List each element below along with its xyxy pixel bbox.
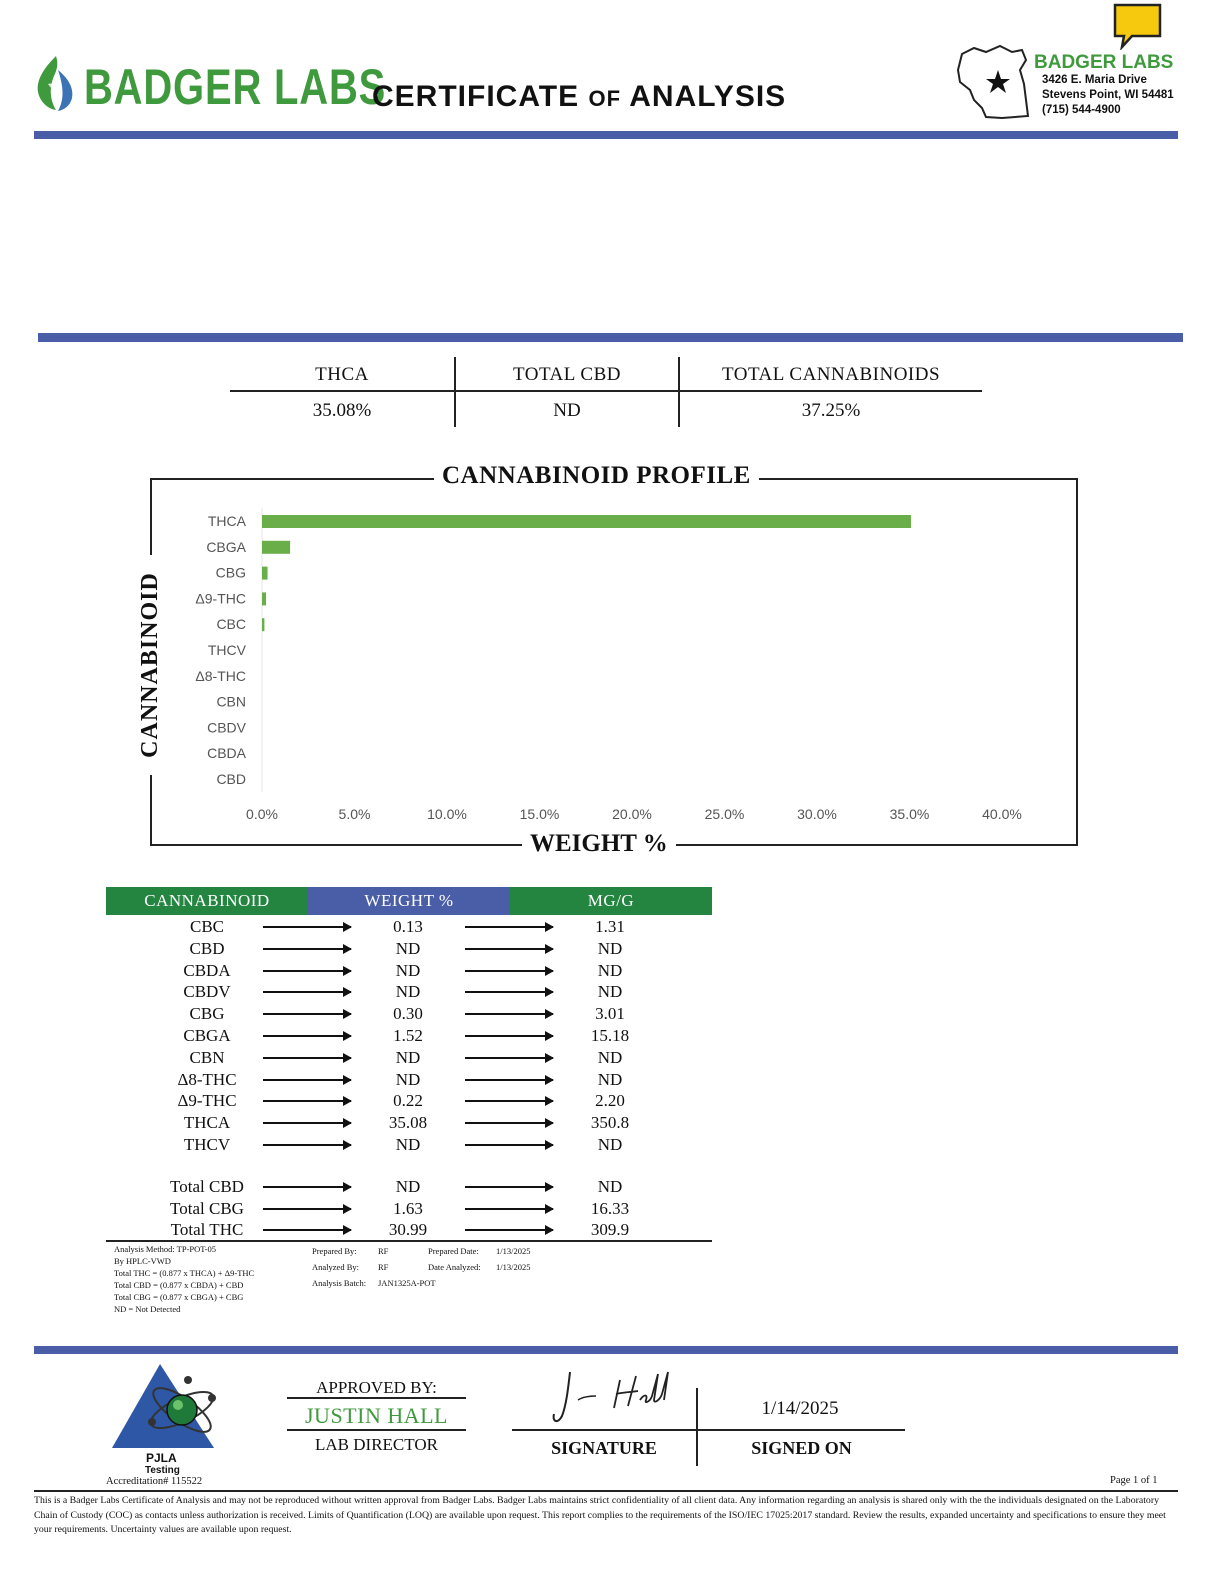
arrow-icon <box>263 1144 351 1146</box>
arrow-icon <box>263 1035 351 1037</box>
mg-per-g-value: ND <box>597 1135 623 1154</box>
prepared-by: RF <box>378 1246 389 1256</box>
weight-value: 0.22 <box>393 1091 423 1111</box>
method-note: Total THC = (0.877 x THCA) + Δ9-THC <box>114 1268 255 1278</box>
page-number: Page 1 of 1 <box>1110 1475 1158 1486</box>
mg-per-g-value: ND <box>597 982 623 1002</box>
table-bottom-rule <box>106 1240 712 1242</box>
chart-x-tick-label: 25.0% <box>704 806 745 822</box>
table-row <box>106 1025 712 1047</box>
arrow-icon <box>263 970 351 972</box>
arrow-icon <box>263 926 351 928</box>
weight-value: 1.63 <box>393 1198 423 1218</box>
arrow-icon <box>263 1122 351 1124</box>
arrow-icon <box>263 1208 351 1210</box>
signature-label: SIGNATURE <box>551 1438 657 1458</box>
analyzed-by: RF <box>378 1262 389 1272</box>
method-note: Total CBG = (0.877 x CBGA) + CBG <box>114 1292 244 1302</box>
lab-name: BADGER LABS <box>1034 52 1174 73</box>
table-header-mg-g: MG/G <box>510 887 712 915</box>
chart-x-axis-label: WEIGHT % <box>522 830 676 858</box>
summary-header-total-cannabinoids: TOTAL CANNABINOIDS <box>721 364 941 385</box>
mg-per-g-value: 2.20 <box>595 1091 625 1111</box>
chart-x-tick-label: 30.0% <box>797 806 837 822</box>
arrow-icon <box>465 1208 553 1210</box>
weight-value: 0.30 <box>393 1004 423 1024</box>
chart-category-label: CBN <box>216 693 246 710</box>
document-title: CERTIFICATE OF ANALYSIS <box>372 80 787 113</box>
disclaimer-text: This is a Badger Labs Certificate of Analysis and may not be reproduced without written approval from Badger Labs. Badger Labs maintains strict confidentiality of all client data. Any information regarding an analysis is shared only with the the individuals designated on the Laboratory Chain of Custody (COC) as contacts unless authorization is received. Limits of Quantification (LOQ) are available upon request. This report complies to the requirements of the ISO/IEC 17025:2017 standard. Review the results, expanded uncertainty and specifications to ensure they meet your requirements. Uncertainty values are available upon request. <box>34 1495 1166 1535</box>
approver-title: LAB DIRECTOR <box>315 1435 438 1454</box>
arrow-icon <box>465 1057 553 1059</box>
date-analyzed-label: Date Analyzed: <box>428 1262 481 1272</box>
accreditation-number: Accreditation# 115522 <box>106 1476 203 1487</box>
chart-x-tick-label: 40.0% <box>982 806 1022 822</box>
chart-category-label: Δ9-THC <box>195 590 246 607</box>
table-header-weight: WEIGHT % <box>308 887 510 915</box>
arrow-icon <box>263 1229 351 1231</box>
cannabinoid-name: Total THC <box>170 1220 244 1239</box>
summary-value-total-cbd: ND <box>553 400 581 421</box>
arrow-icon <box>465 948 553 950</box>
lab-address-line2: Stevens Point, WI 54481 <box>1042 89 1174 101</box>
weight-value: ND <box>395 938 421 958</box>
total-row <box>106 1198 712 1220</box>
prepared-date: 1/13/2025 <box>496 1246 531 1256</box>
mg-per-g-value: 309.9 <box>590 1220 630 1239</box>
header-rule <box>34 131 1178 139</box>
chart-x-tick-label: 10.0% <box>427 806 467 822</box>
arrow-icon <box>465 1122 553 1124</box>
table-row <box>106 1003 712 1025</box>
chart-category-label: CBGA <box>206 538 246 555</box>
cannabinoid-name: CBC <box>189 917 225 936</box>
arrow-icon <box>263 1057 351 1059</box>
mg-per-g-value: ND <box>597 1047 623 1067</box>
arrow-icon <box>465 991 553 993</box>
chart-x-tick-label: 5.0% <box>338 806 371 822</box>
method-note: Total CBD = (0.877 x CBDA) + CBD <box>114 1280 244 1290</box>
date-analyzed: 1/13/2025 <box>496 1262 531 1272</box>
total-row <box>106 1219 712 1241</box>
weight-value: 1.52 <box>393 1026 423 1045</box>
mg-per-g-value: ND <box>597 960 623 980</box>
method-note: Analysis Method: TP-POT-05 <box>114 1244 217 1254</box>
table-header-cannabinoid: CANNABINOID <box>106 887 308 915</box>
chart-y-axis-label: CANNABINOID <box>135 555 165 775</box>
lab-phone: (715) 544-4900 <box>1042 104 1121 116</box>
arrow-icon <box>263 1100 351 1102</box>
summary-header-thca: THCA <box>315 364 369 385</box>
lab-address-line1: 3426 E. Maria Drive <box>1042 74 1147 86</box>
pjla-testing-label: Testing <box>145 1465 180 1476</box>
chart-x-tick-label: 15.0% <box>519 806 560 822</box>
arrow-icon <box>263 948 351 950</box>
section-rule <box>38 333 1183 342</box>
arrow-icon <box>263 1013 351 1015</box>
method-note: By HPLC-VWD <box>114 1256 171 1266</box>
chart-title: CANNABINOID PROFILE <box>434 462 759 490</box>
table-row <box>106 1047 712 1069</box>
cannabinoid-name: Total CBG <box>170 1198 244 1218</box>
weight-value: ND <box>395 1177 421 1196</box>
summary-header-total-cbd: TOTAL CBD <box>512 364 621 385</box>
arrow-icon <box>465 1144 553 1146</box>
disclaimer-rule <box>34 1490 1178 1492</box>
chart-category-label: CBG <box>215 564 246 581</box>
mg-per-g-value: 16.33 <box>590 1198 630 1218</box>
cannabinoid-name: Total CBD <box>170 1177 244 1196</box>
mg-per-g-value: 1.31 <box>595 917 625 936</box>
arrow-icon <box>465 1079 553 1081</box>
chart-frame <box>150 478 1078 846</box>
signed-date: 1/14/2025 <box>761 1398 839 1419</box>
summary-value-total-cannabinoids: 37.25% <box>801 400 861 421</box>
arrow-icon <box>465 1186 553 1188</box>
mg-per-g-value: ND <box>597 1177 623 1196</box>
table-row <box>106 1134 712 1156</box>
chart-x-tick-label: 0.0% <box>246 806 278 822</box>
mg-per-g-value: ND <box>597 938 623 958</box>
cannabinoid-name: CBGA <box>183 1026 231 1045</box>
chart-category-label: THCV <box>207 642 246 658</box>
table-row <box>106 981 712 1003</box>
arrow-icon <box>465 1013 553 1015</box>
badger-labs-leaf-logo-icon <box>34 54 78 112</box>
signature-image <box>548 1366 678 1432</box>
analyzed-by-label: Analyzed By: <box>312 1262 359 1272</box>
brand-name: BADGER LABS <box>84 59 387 115</box>
cannabinoid-name: CBDV <box>183 982 231 1002</box>
arrow-icon <box>263 991 351 993</box>
cannabinoid-name: CBN <box>189 1047 225 1067</box>
table-row <box>106 1069 712 1091</box>
chart-x-tick-label: 20.0% <box>612 806 652 822</box>
table-row <box>106 960 712 982</box>
arrow-icon <box>465 1035 553 1037</box>
cannabinoid-name: CBG <box>189 1004 225 1024</box>
mg-per-g-value: 15.18 <box>590 1026 630 1045</box>
approved-by-label: APPROVED BY: <box>316 1378 437 1397</box>
chart-category-label: CBDV <box>207 719 246 736</box>
cannabinoid-name: THCV <box>183 1135 231 1154</box>
weight-value: ND <box>395 960 421 980</box>
arrow-icon <box>465 926 553 928</box>
prepared-date-label: Prepared Date: <box>428 1246 479 1256</box>
weight-value: ND <box>395 1047 421 1067</box>
cannabinoid-name: CBD <box>189 938 225 958</box>
weight-value: 30.99 <box>388 1220 428 1239</box>
table-row <box>106 1090 712 1112</box>
chart-category-label: CBDA <box>207 745 246 762</box>
summary-value-thca: 35.08% <box>312 400 372 421</box>
signature-line <box>512 1429 905 1431</box>
arrow-icon <box>263 1186 351 1188</box>
weight-value: ND <box>395 1069 421 1089</box>
chart-category-label: CBD <box>216 771 246 787</box>
table-row <box>106 916 712 938</box>
signed-on-label: SIGNED ON <box>751 1438 852 1458</box>
analysis-batch: JAN1325A-POT <box>378 1278 436 1288</box>
pjla-logo-icon <box>108 1360 220 1452</box>
cannabinoid-name: Δ9-THC <box>177 1091 237 1111</box>
mg-per-g-value: ND <box>597 1069 623 1089</box>
arrow-icon <box>263 1079 351 1081</box>
approver-name: JUSTIN HALL <box>305 1403 448 1428</box>
weight-value: 35.08 <box>388 1113 428 1133</box>
chat-bubble-icon <box>1112 2 1164 50</box>
arrow-icon <box>465 1100 553 1102</box>
chart-category-label: THCA <box>207 513 246 529</box>
mg-per-g-value: 350.8 <box>590 1113 630 1133</box>
analysis-batch-label: Analysis Batch: <box>312 1278 367 1288</box>
prepared-by-label: Prepared By: <box>312 1246 357 1256</box>
wisconsin-map-icon <box>956 40 1036 122</box>
pjla-label: PJLA <box>146 1451 177 1465</box>
mg-per-g-value: 3.01 <box>595 1004 625 1024</box>
cannabinoid-name: Δ8-THC <box>177 1069 237 1089</box>
cannabinoid-name: CBDA <box>183 960 231 980</box>
table-row <box>106 938 712 960</box>
cannabinoid-name: THCA <box>183 1113 231 1133</box>
total-row <box>106 1176 712 1198</box>
weight-value: 0.13 <box>393 917 423 936</box>
chart-category-label: Δ8-THC <box>195 667 246 684</box>
table-row <box>106 1112 712 1134</box>
method-note: ND = Not Detected <box>114 1304 181 1314</box>
chart-category-label: CBC <box>216 616 246 633</box>
arrow-icon <box>465 970 553 972</box>
weight-value: ND <box>395 1135 421 1154</box>
weight-value: ND <box>395 982 421 1002</box>
approval-rule-bottom <box>287 1429 466 1431</box>
footer-rule <box>34 1346 1178 1354</box>
arrow-icon <box>465 1229 553 1231</box>
chart-x-tick-label: 35.0% <box>889 806 930 822</box>
